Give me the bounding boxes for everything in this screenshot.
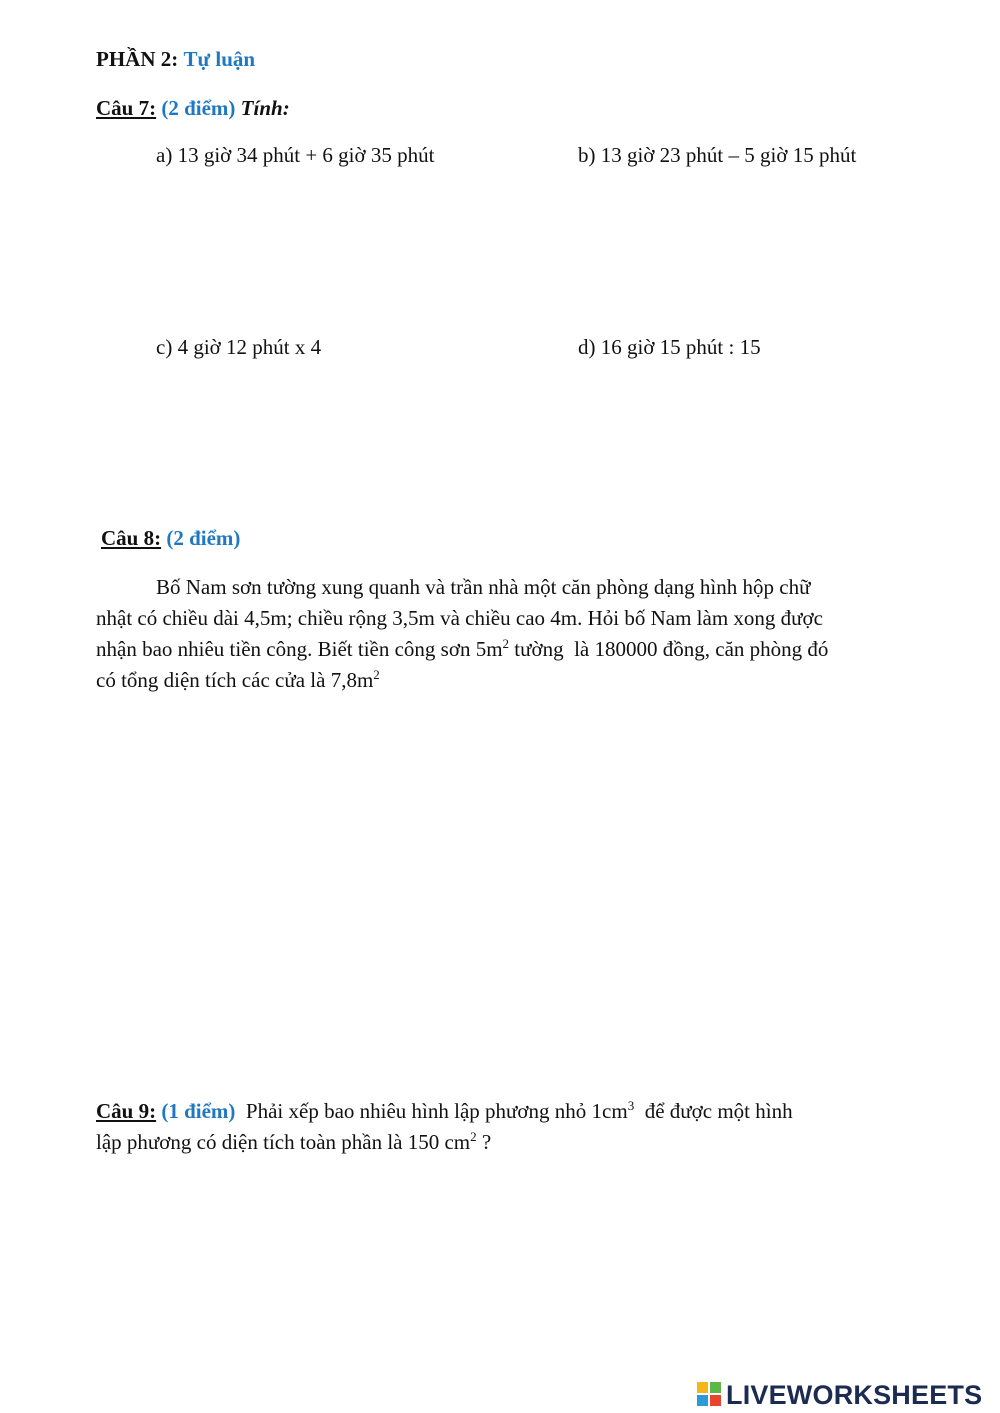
- superscript: 2: [373, 667, 380, 682]
- question-7-c: c) 4 giờ 12 phút x 4: [156, 335, 322, 359]
- liveworksheets-logo: [697, 1378, 982, 1412]
- question-7-instruction: Tính:: [240, 96, 290, 120]
- question-8-text: [96, 572, 906, 696]
- question-7-points: (2 điểm): [161, 96, 236, 120]
- question-8-points: (2 điểm): [166, 526, 241, 550]
- question-8-line-3: [96, 634, 906, 665]
- question-7-a: a) 13 giờ 34 phút + 6 giờ 35 phút: [156, 143, 435, 167]
- part-title: Tự luận: [183, 47, 256, 71]
- question-9-line-2-part-a: lập phương có diện tích toàn phần là 150 cm: [96, 1130, 471, 1154]
- question-8-line-3-part-a: nhận bao nhiêu tiền công. Biết tiền công sơn 5m: [96, 637, 503, 661]
- question-8-line-1: Bố Nam sơn tường xung quanh và trần nhà một căn phòng dạng hình hộp chữ: [156, 575, 811, 599]
- question-9-points: (1 điểm): [161, 1099, 236, 1123]
- question-7-d: d) 16 giờ 15 phút : 15: [578, 335, 761, 359]
- superscript: 3: [627, 1098, 635, 1113]
- question-7-heading: [96, 96, 290, 121]
- question-9-line-1: [96, 1096, 906, 1127]
- part-heading: [96, 47, 255, 72]
- question-9-line-2: [96, 1127, 906, 1158]
- question-8-line-4-text: có tổng diện tích các cửa là 7,8m: [96, 668, 374, 692]
- part-label: PHẦN 2:: [96, 47, 179, 71]
- question-7-b: b) 13 giờ 23 phút – 5 giờ 15 phút: [578, 143, 857, 167]
- question-9-line-2-part-b: ?: [476, 1130, 492, 1154]
- question-7-label: Câu 7:: [96, 96, 157, 120]
- question-8-line-2: nhật có chiều dài 4,5m; chiều rộng 3,5m và chiều cao 4m. Hỏi bố Nam làm xong được: [96, 606, 823, 630]
- question-9-line-1-part-a: Phải xếp bao nhiêu hình lập phương nhỏ 1cm: [245, 1099, 628, 1123]
- brand-name: LIVEWORKSHEETS: [726, 1379, 983, 1410]
- question-9-label: Câu 9:: [96, 1099, 157, 1123]
- question-8-line-4: [96, 665, 906, 696]
- question-8-label: Câu 8:: [101, 526, 162, 550]
- question-9-line-1-part-b: để được một hình: [634, 1099, 793, 1123]
- superscript: 2: [502, 636, 510, 651]
- question-8-line-3-part-b: tường là 180000 đồng, căn phòng đó: [509, 637, 829, 661]
- question-9: [96, 1096, 906, 1158]
- question-8-heading: [101, 526, 240, 551]
- superscript: 2: [470, 1129, 477, 1144]
- liveworksheets-mark-icon: [697, 1382, 723, 1408]
